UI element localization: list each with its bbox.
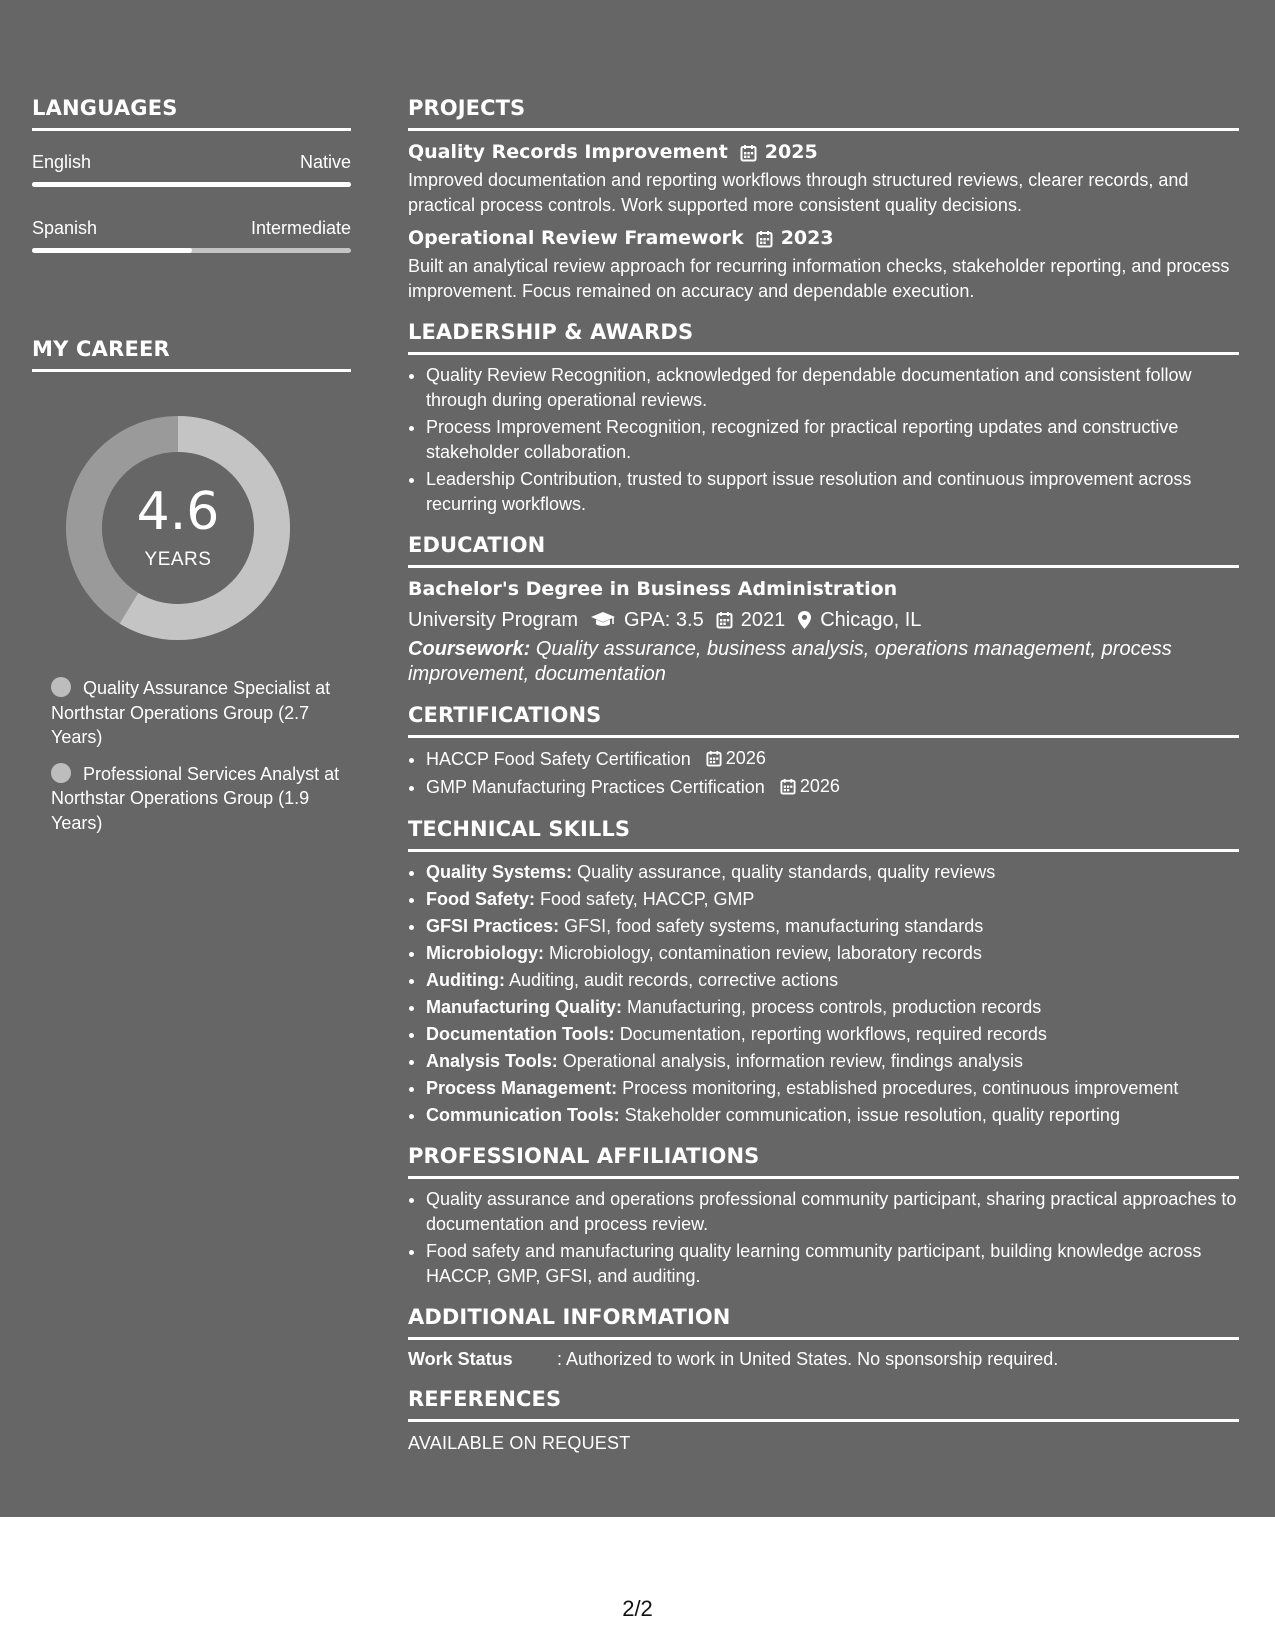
section-divider bbox=[408, 128, 1239, 131]
language-proficiency-bar bbox=[32, 248, 351, 253]
section-divider bbox=[408, 1176, 1239, 1179]
graduation-cap-icon bbox=[590, 611, 616, 629]
career-entry bbox=[51, 676, 351, 750]
skill-value: Microbiology, contamination review, laboratory records bbox=[549, 942, 982, 963]
calendar-icon bbox=[740, 144, 757, 162]
certification-year: 2026 bbox=[725, 748, 766, 768]
languages-title: LANGUAGES bbox=[32, 96, 178, 120]
section-divider bbox=[408, 1419, 1239, 1422]
project-year: 2023 bbox=[780, 227, 834, 249]
skill-value: Quality assurance, quality standards, quality reviews bbox=[577, 861, 996, 882]
list-item: • Leadership Contribution, trusted to support issue resolution and continuous improvement across recurring workflows. bbox=[426, 467, 1239, 516]
skill-value: Documentation, reporting workflows, required records bbox=[619, 1023, 1047, 1044]
list-item: • Food safety and manufacturing quality learning community participant, building knowledge across HACCP, GMP, GFSI, and auditing. bbox=[426, 1239, 1239, 1288]
career-list bbox=[51, 676, 351, 847]
career-title: MY CAREER bbox=[32, 337, 170, 361]
certification-year: 2026 bbox=[799, 776, 840, 797]
language-name: English bbox=[32, 152, 92, 172]
career-legend-dot bbox=[51, 677, 71, 697]
project-item bbox=[408, 140, 1239, 217]
degree-title: Bachelor's Degree in Business Administration bbox=[408, 578, 898, 600]
skill-label: Communication Tools: bbox=[426, 1104, 620, 1125]
project-item bbox=[408, 226, 1239, 303]
affiliations-title: PROFESSIONAL AFFILIATIONS bbox=[408, 1144, 760, 1168]
education-title: EDUCATION bbox=[408, 533, 546, 557]
sidebar bbox=[32, 94, 351, 833]
project-name: Operational Review Framework bbox=[408, 227, 744, 249]
certification-item bbox=[426, 774, 1239, 799]
language-proficiency-fill bbox=[32, 182, 351, 187]
coursework bbox=[408, 637, 1239, 686]
skill-label: Food Safety: bbox=[426, 888, 536, 909]
career-legend-dot bbox=[51, 763, 71, 783]
skill-label: Documentation Tools: bbox=[426, 1023, 615, 1044]
coursework-text: Quality assurance, business analysis, operations management, process improvement, documentation bbox=[408, 638, 1172, 685]
languages-section bbox=[32, 94, 351, 253]
references-text: AVAILABLE ON REQUEST bbox=[408, 1433, 631, 1453]
skill-label: Quality Systems: bbox=[426, 861, 573, 882]
career-section bbox=[32, 335, 351, 372]
section-divider bbox=[408, 352, 1239, 355]
education-section bbox=[408, 531, 1239, 686]
section-divider bbox=[408, 849, 1239, 852]
certifications-list bbox=[408, 746, 1239, 800]
references-section bbox=[408, 1385, 1239, 1454]
skill-item bbox=[426, 968, 1239, 993]
section-divider bbox=[408, 1337, 1239, 1340]
gpa: GPA: 3.5 bbox=[624, 608, 704, 631]
affiliations-list bbox=[408, 1187, 1239, 1288]
language-item bbox=[32, 217, 351, 253]
skill-label: Process Management: bbox=[426, 1077, 618, 1098]
skill-value: Food safety, HACCP, GMP bbox=[540, 888, 755, 909]
school-name: University Program bbox=[408, 608, 579, 631]
affiliations-section bbox=[408, 1142, 1239, 1288]
calendar-icon bbox=[756, 230, 773, 248]
skill-item bbox=[426, 1049, 1239, 1074]
info-value: : Authorized to work in United States. No sponsorship required. bbox=[557, 1349, 1059, 1369]
project-description: Improved documentation and reporting workflows through structured reviews, clearer records, and practical process controls. Work supported more consistent quality decisions. bbox=[408, 170, 1189, 215]
projects-title: PROJECTS bbox=[408, 96, 526, 120]
skill-item bbox=[426, 887, 1239, 912]
info-row bbox=[408, 1349, 1239, 1370]
section-divider bbox=[32, 128, 351, 131]
skill-item bbox=[426, 1022, 1239, 1047]
location-pin-icon bbox=[797, 610, 812, 630]
leadership-list bbox=[408, 363, 1239, 516]
language-level: Native bbox=[299, 152, 351, 172]
skill-value: GFSI, food safety systems, manufacturing standards bbox=[564, 915, 984, 936]
additional-section bbox=[408, 1303, 1239, 1370]
graduation-year: 2021 bbox=[740, 608, 786, 631]
certification-name: HACCP Food Safety Certification bbox=[426, 748, 691, 769]
coursework-label: Coursework: bbox=[408, 638, 531, 660]
skill-label: Manufacturing Quality: bbox=[426, 996, 623, 1017]
skill-value: Stakeholder communication, issue resolution, quality reporting bbox=[624, 1104, 1120, 1125]
skill-value: Operational analysis, information review, findings analysis bbox=[562, 1050, 1023, 1071]
career-donut-chart bbox=[66, 416, 290, 640]
skills-list bbox=[408, 860, 1239, 1128]
page-number: 2/2 bbox=[622, 1596, 653, 1621]
skill-value: Auditing, audit records, corrective actions bbox=[509, 969, 839, 990]
career-entry-text: Professional Services Analyst at Northstar Operations Group (1.9 Years) bbox=[51, 763, 340, 833]
skill-label: Auditing: bbox=[426, 969, 505, 990]
skill-item bbox=[426, 941, 1239, 966]
language-proficiency-fill bbox=[32, 248, 192, 253]
references-title: REFERENCES bbox=[408, 1387, 562, 1411]
skill-item bbox=[426, 995, 1239, 1020]
skill-item bbox=[426, 860, 1239, 885]
education-location: Chicago, IL bbox=[820, 608, 922, 631]
career-entry bbox=[51, 762, 351, 836]
projects-section bbox=[408, 94, 1239, 303]
leadership-section bbox=[408, 318, 1239, 516]
skill-value: Manufacturing, process controls, production records bbox=[627, 996, 1042, 1017]
skill-item bbox=[426, 1076, 1239, 1101]
skill-value: Process monitoring, established procedures, continuous improvement bbox=[622, 1077, 1179, 1098]
career-entry-text: Quality Assurance Specialist at Northstar Operations Group (2.7 Years) bbox=[51, 678, 331, 747]
certifications-title: CERTIFICATIONS bbox=[408, 703, 602, 727]
skills-section bbox=[408, 815, 1239, 1128]
list-item: • Quality Review Recognition, acknowledged for dependable documentation and consistent follow through during operational reviews. bbox=[426, 363, 1239, 412]
education-meta bbox=[408, 607, 1239, 633]
list-item: • Process Improvement Recognition, recognized for practical reporting updates and constructive stakeholder collaboration. bbox=[426, 415, 1239, 464]
calendar-icon bbox=[780, 778, 796, 795]
section-divider bbox=[408, 735, 1239, 738]
skill-item bbox=[426, 1103, 1239, 1128]
section-divider bbox=[32, 369, 351, 372]
language-proficiency-bar bbox=[32, 182, 351, 187]
certification-item bbox=[426, 746, 1239, 771]
calendar-icon bbox=[706, 750, 722, 767]
additional-title: ADDITIONAL INFORMATION bbox=[408, 1305, 731, 1329]
info-key: Work Status bbox=[408, 1349, 513, 1369]
certification-name: GMP Manufacturing Practices Certification bbox=[426, 777, 765, 797]
skill-label: Microbiology: bbox=[426, 942, 544, 963]
section-divider bbox=[408, 565, 1239, 568]
career-total-value: 4.6 bbox=[136, 482, 220, 542]
main-content bbox=[408, 94, 1239, 1469]
certifications-section bbox=[408, 701, 1239, 800]
skill-item bbox=[426, 914, 1239, 939]
skill-label: GFSI Practices: bbox=[426, 915, 560, 936]
calendar-icon bbox=[716, 611, 733, 629]
language-name: Spanish bbox=[32, 218, 98, 238]
project-name: Quality Records Improvement bbox=[408, 141, 728, 163]
language-level: Intermediate bbox=[250, 218, 351, 238]
skill-label: Analysis Tools: bbox=[426, 1050, 558, 1071]
list-item: • Quality assurance and operations professional community participant, sharing practical approaches to documentation and process review. bbox=[426, 1187, 1239, 1236]
leadership-title: LEADERSHIP & AWARDS bbox=[408, 320, 694, 344]
project-year: 2025 bbox=[764, 141, 818, 163]
skills-title: TECHNICAL SKILLS bbox=[408, 816, 631, 841]
career-total-unit: YEARS bbox=[144, 549, 212, 570]
project-description: Built an analytical review approach for recurring information checks, stakeholder reporting, and process improvement. Focus remained on accuracy and dependable execution. bbox=[408, 256, 1230, 301]
language-item bbox=[32, 151, 351, 187]
